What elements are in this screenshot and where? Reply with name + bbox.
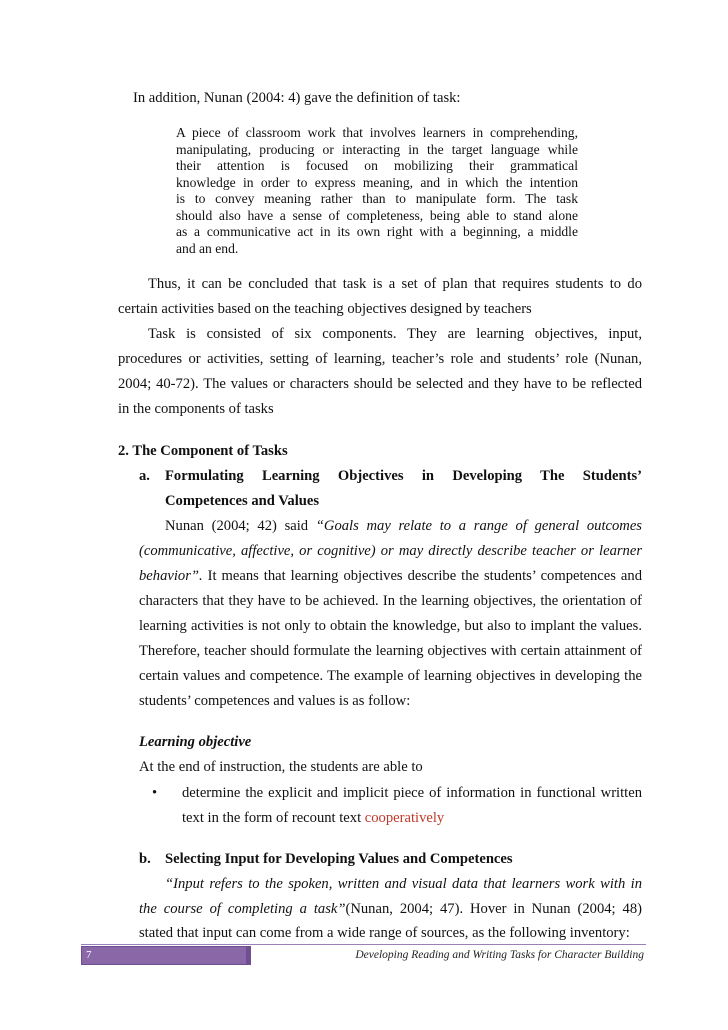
paragraph-components-line: 2004; 40-72). The values or characters should be selected and they have to be reflected — [118, 376, 642, 392]
quote-line: should also have a sense of completeness, being able to stand alone — [176, 207, 578, 223]
text-run: Nunan (2004; 42) said — [165, 518, 316, 534]
paragraph-conclusion-line: Thus, it can be concluded that task is a set of plan that requires students to do — [148, 276, 642, 292]
text-run: text in the form of recount text — [182, 810, 365, 826]
quote-line: their attention is focused on mobilizing their grammatical — [176, 158, 578, 173]
objectives-line: certain values and competence. The example of learning objectives in developing the — [139, 668, 642, 684]
paragraph-conclusion-line: certain activities based on the teaching objectives designed by teachers — [118, 301, 532, 317]
bullet-text-line — [182, 806, 444, 831]
objectives-line — [165, 514, 642, 539]
objectives-line: characters that they have to be achieved. In the learning objectives, the orientation of — [139, 593, 642, 609]
objectives-line: Therefore, teacher should formulate the learning objectives with certain attainment of — [139, 643, 642, 659]
page-number-tab — [81, 946, 251, 965]
quote-line: as a communicative act in its own right with a beginning, a middle — [176, 224, 578, 239]
subsection-heading: Formulating Learning Objectives in Developing The Students’ — [165, 468, 642, 484]
intro-sentence: In addition, Nunan (2004: 4) gave the definition of task: — [133, 90, 461, 106]
quote-line: A piece of classroom work that involves learners in comprehending, — [176, 125, 578, 140]
objectives-line — [139, 564, 642, 589]
bullet-icon: • — [152, 785, 158, 801]
block-quote — [176, 125, 578, 257]
tab-accent — [246, 947, 250, 964]
subsection-heading: Selecting Input for Developing Values and Competences — [165, 851, 513, 867]
paragraph-components-line: in the components of tasks — [118, 401, 274, 417]
running-title: Developing Reading and Writing Tasks for Character Building — [355, 949, 644, 961]
citation-quote: “Goals may relate to a range of general outcomes — [315, 518, 642, 534]
input-line: stated that input can come from a wide range of sources, as the following inventory: — [139, 925, 630, 941]
citation-quote: the course of completing a task” — [139, 901, 346, 917]
bullet-text-line: determine the explicit and implicit piece of information in functional written — [182, 785, 642, 801]
learning-objective-intro: At the end of instruction, the students are able to — [139, 759, 423, 775]
quote-line: manipulating, producing or interacting in the target language while — [176, 141, 578, 157]
paragraph-components-line: procedures or activities, setting of learning, teacher’s role and students’ role (Nunan, — [118, 351, 642, 367]
footer-divider — [81, 944, 646, 945]
page-number: 7 — [86, 949, 92, 961]
section-heading: 2. The Component of Tasks — [118, 443, 288, 459]
citation-quote: behavior”. — [139, 568, 203, 584]
citation-quote: “Input refers to the spoken, written and visual data that learners work with in — [165, 876, 642, 892]
citation-quote: (communicative, affective, or cognitive) or may directly describe teacher or learner — [139, 543, 642, 559]
quote-line: and an end. — [176, 240, 239, 256]
highlighted-word: cooperatively — [364, 810, 445, 826]
subsection-heading-cont: Competences and Values — [165, 493, 320, 509]
text-run: (Nunan, 2004; 47). Hover in Nunan (2004; 48) — [345, 901, 642, 917]
paragraph-components-line: Task is consisted of six components. They are learning objectives, input, — [148, 326, 642, 342]
subsection-marker: b. — [139, 851, 151, 867]
quote-line: is to convey meaning rather than to manipulate form. The task — [176, 191, 578, 206]
subsection-marker: a. — [139, 468, 150, 484]
input-line — [139, 897, 642, 922]
objectives-line: learning activities is not only to obtain the knowledge, but also to implant the values. — [139, 618, 642, 634]
text-run: It means that learning objectives describe the students’ competences and — [202, 568, 642, 584]
objectives-line: students’ competences and values is as follow: — [139, 693, 411, 709]
quote-line: knowledge in order to express meaning, and in which the intention — [176, 174, 578, 190]
learning-objective-title: Learning objective — [139, 734, 252, 750]
